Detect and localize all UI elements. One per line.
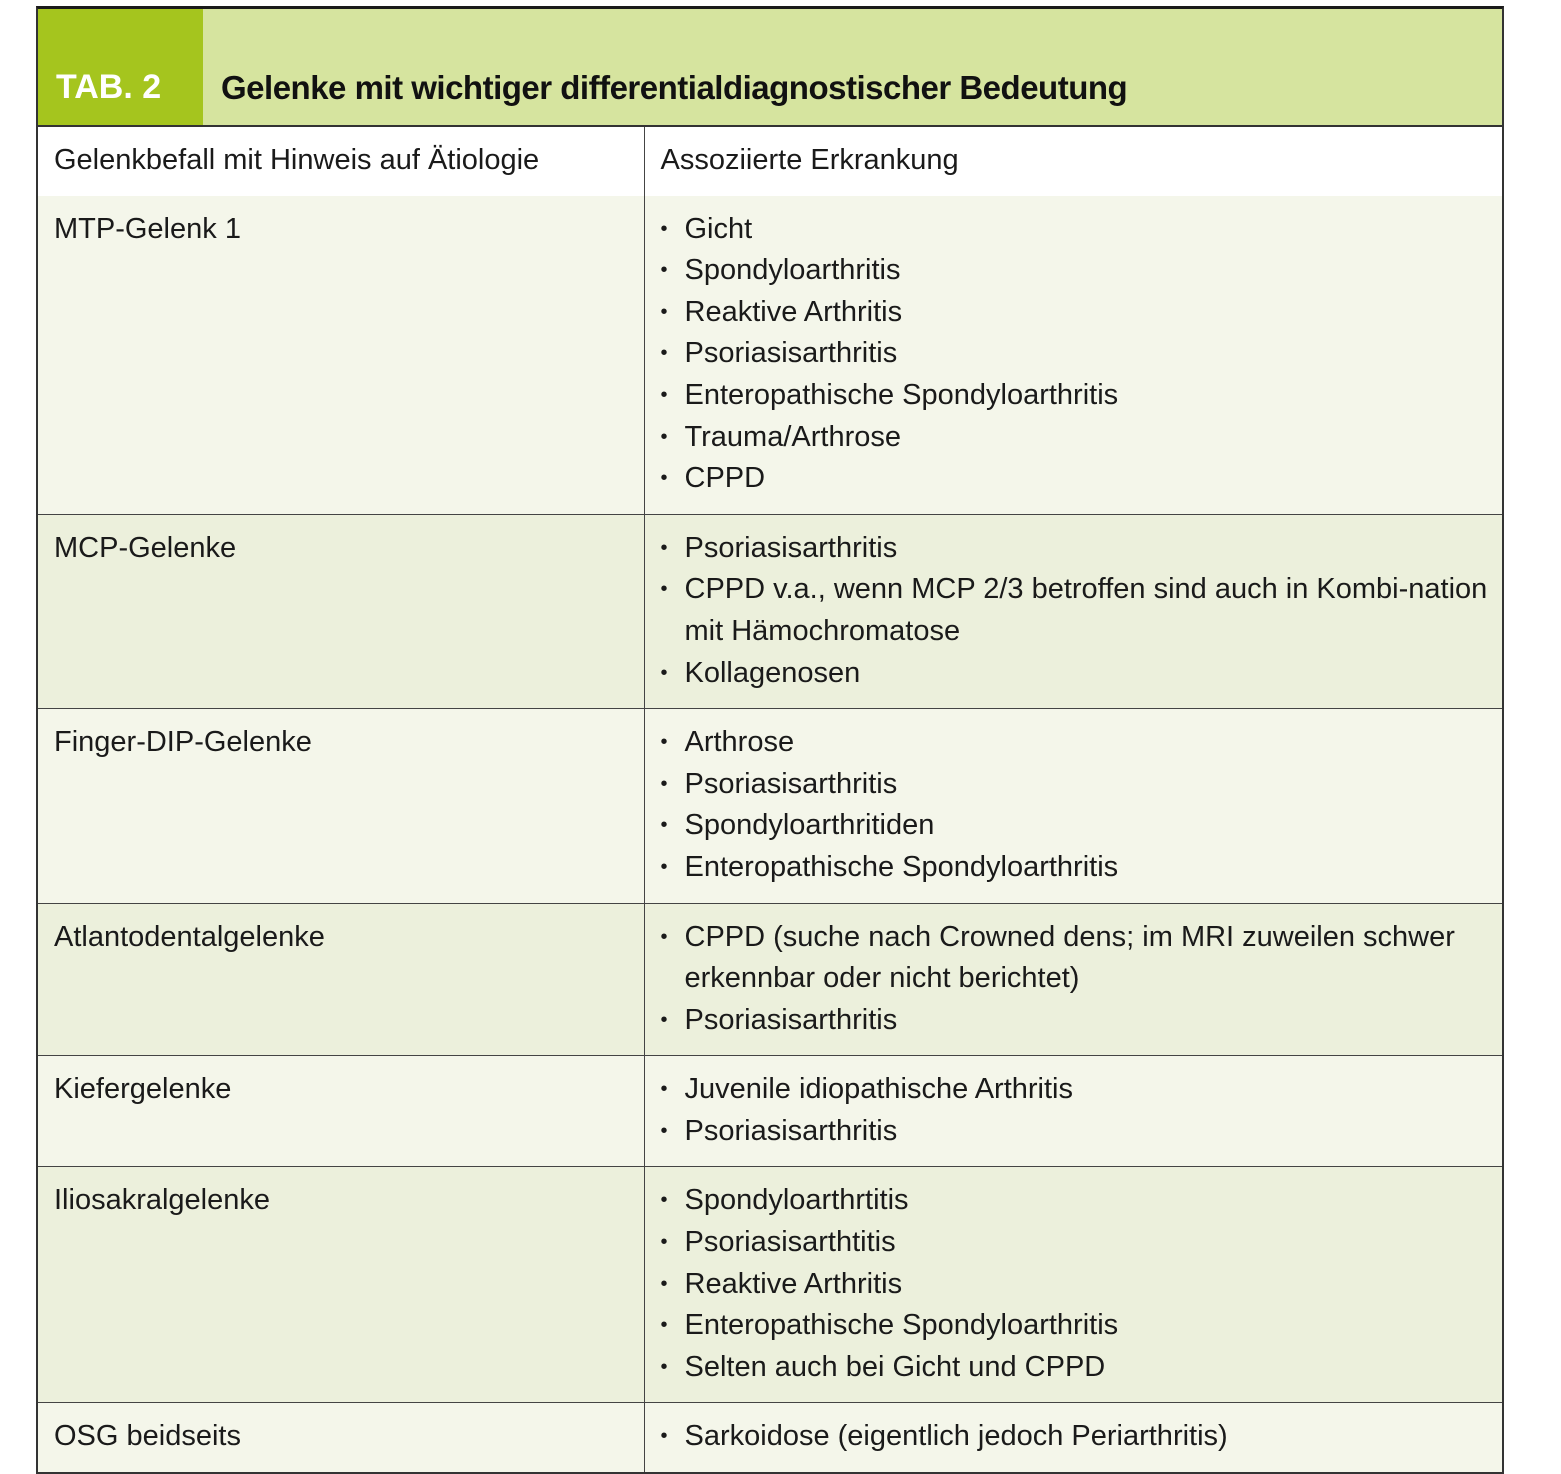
list-item-text: Selten auch bei Gicht und CPPD [684, 1350, 1106, 1383]
joint-cell: Kiefergelenke [38, 1056, 644, 1167]
list-item-text: Psoriasisarthritis [684, 767, 898, 800]
list-item [661, 1111, 1493, 1153]
bullet-icon: • [660, 925, 668, 948]
list-item [661, 250, 1493, 292]
list-item-text: Enteropathische Spondyloarthritis [684, 1309, 1119, 1342]
list-item-text: Psoriasisarthtitis [684, 1226, 896, 1259]
bullet-icon: • [660, 855, 668, 878]
table-row [38, 709, 1502, 903]
table-title: Gelenke mit wichtiger differentialdiagnostischer Bedeutung [203, 9, 1502, 125]
disease-cell [644, 709, 1502, 903]
list-item [661, 764, 1493, 806]
list-item-text: CPPD [684, 462, 766, 495]
joint-cell: OSG beidseits [38, 1403, 644, 1472]
table-row [38, 903, 1502, 1056]
joint-cell: Finger-DIP-Gelenke [38, 709, 644, 903]
joint-cell: MTP-Gelenk 1 [38, 196, 644, 515]
list-item-text: Spondyloarthritis [684, 254, 901, 287]
table-header-bar [38, 9, 1502, 127]
list-item [661, 1416, 1493, 1458]
list-item [661, 847, 1493, 889]
list-item [661, 805, 1493, 847]
list-item [661, 458, 1493, 500]
disease-cell [644, 196, 1502, 515]
list-item [661, 333, 1493, 375]
list-item [661, 1180, 1493, 1222]
bullet-icon: • [660, 467, 668, 490]
disease-cell [644, 1056, 1502, 1167]
bullet-icon: • [660, 1425, 668, 1448]
list-item-text: Kollagenosen [684, 656, 861, 689]
column-header-joint: Gelenkbefall mit Hinweis auf Ätiologie [38, 127, 644, 196]
table-row [38, 196, 1502, 515]
list-item [661, 917, 1493, 1000]
joint-cell: MCP-Gelenke [38, 514, 644, 708]
list-item [661, 1069, 1493, 1111]
list-item [661, 375, 1493, 417]
bullet-icon: • [660, 578, 668, 601]
bullet-icon: • [660, 259, 668, 282]
table-body [38, 196, 1502, 1472]
list-item-text: Psoriasisarthritis [684, 531, 898, 564]
disease-cell [644, 514, 1502, 708]
data-table [38, 127, 1502, 1472]
bullet-icon: • [660, 383, 668, 406]
list-item [661, 209, 1493, 251]
list-item-text: Psoriasisarthritis [684, 1114, 898, 1147]
list-item-text: Psoriasisarthritis [684, 337, 898, 370]
list-item [661, 722, 1493, 764]
disease-cell [644, 1403, 1502, 1472]
list-item [661, 417, 1493, 459]
disease-list [661, 209, 1493, 500]
list-item [661, 292, 1493, 334]
bullet-icon: • [660, 342, 668, 365]
list-item [661, 1222, 1493, 1264]
table-row [38, 514, 1502, 708]
list-item-text: Sarkoidose (eigentlich jedoch Periarthritis) [684, 1420, 1228, 1453]
column-header-row [38, 127, 1502, 196]
bullet-icon: • [660, 661, 668, 684]
list-item-text: Enteropathische Spondyloarthritis [684, 378, 1119, 411]
list-item-text: Gicht [684, 212, 753, 245]
list-item [661, 569, 1493, 652]
disease-list [661, 528, 1493, 694]
list-item [661, 528, 1493, 570]
bullet-icon: • [660, 1355, 668, 1378]
disease-cell [644, 903, 1502, 1056]
list-item-text: CPPD v.a., wenn MCP 2/3 betroffen sind auch in Kombi-nation mit Hämochromatose [684, 573, 1488, 647]
list-item-text: CPPD (suche nach Crowned dens; im MRI zuweilen schwer erkennbar oder nicht berichtet) [684, 920, 1455, 995]
list-item [661, 653, 1493, 695]
joint-cell: Atlantodentalgelenke [38, 903, 644, 1056]
bullet-icon: • [660, 1078, 668, 1101]
joint-cell: Iliosakralgelenke [38, 1167, 644, 1403]
bullet-icon: • [660, 1189, 668, 1212]
list-item-text: Spondyloarthrtitis [684, 1184, 909, 1217]
list-item [661, 1000, 1493, 1042]
differential-diagnosis-table [36, 6, 1504, 1474]
table-row [38, 1167, 1502, 1403]
disease-list [661, 1416, 1493, 1458]
list-item-text: Reaktive Arthritis [684, 295, 903, 328]
list-item-text: Spondyloarthritiden [684, 809, 935, 842]
bullet-icon: • [660, 1231, 668, 1254]
bullet-icon: • [660, 1272, 668, 1295]
bullet-icon: • [660, 536, 668, 559]
list-item-text: Arthrose [684, 726, 795, 759]
bullet-icon: • [660, 300, 668, 323]
bullet-icon: • [660, 217, 668, 240]
list-item-text: Trauma/Arthrose [684, 420, 901, 453]
bullet-icon: • [660, 1008, 668, 1031]
disease-cell [644, 1167, 1502, 1403]
list-item-text: Juvenile idiopathische Arthritis [684, 1073, 1073, 1106]
bullet-icon: • [660, 1119, 668, 1142]
table-number-label: TAB. 2 [38, 9, 203, 125]
list-item-text: Enteropathische Spondyloarthritis [684, 850, 1119, 883]
table-row [38, 1403, 1502, 1472]
table-row [38, 1056, 1502, 1167]
list-item-text: Reaktive Arthritis [684, 1267, 903, 1300]
list-item-text: Psoriasisarthritis [684, 1003, 898, 1036]
bullet-icon: • [660, 772, 668, 795]
bullet-icon: • [660, 1314, 668, 1337]
disease-list [661, 917, 1493, 1042]
disease-list [661, 722, 1493, 888]
bullet-icon: • [660, 731, 668, 754]
list-item [661, 1264, 1493, 1306]
column-header-disease: Assoziierte Erkrankung [644, 127, 1502, 196]
bullet-icon: • [660, 425, 668, 448]
disease-list [661, 1069, 1493, 1152]
list-item [661, 1305, 1493, 1347]
disease-list [661, 1180, 1493, 1388]
bullet-icon: • [660, 814, 668, 837]
list-item [661, 1347, 1493, 1389]
